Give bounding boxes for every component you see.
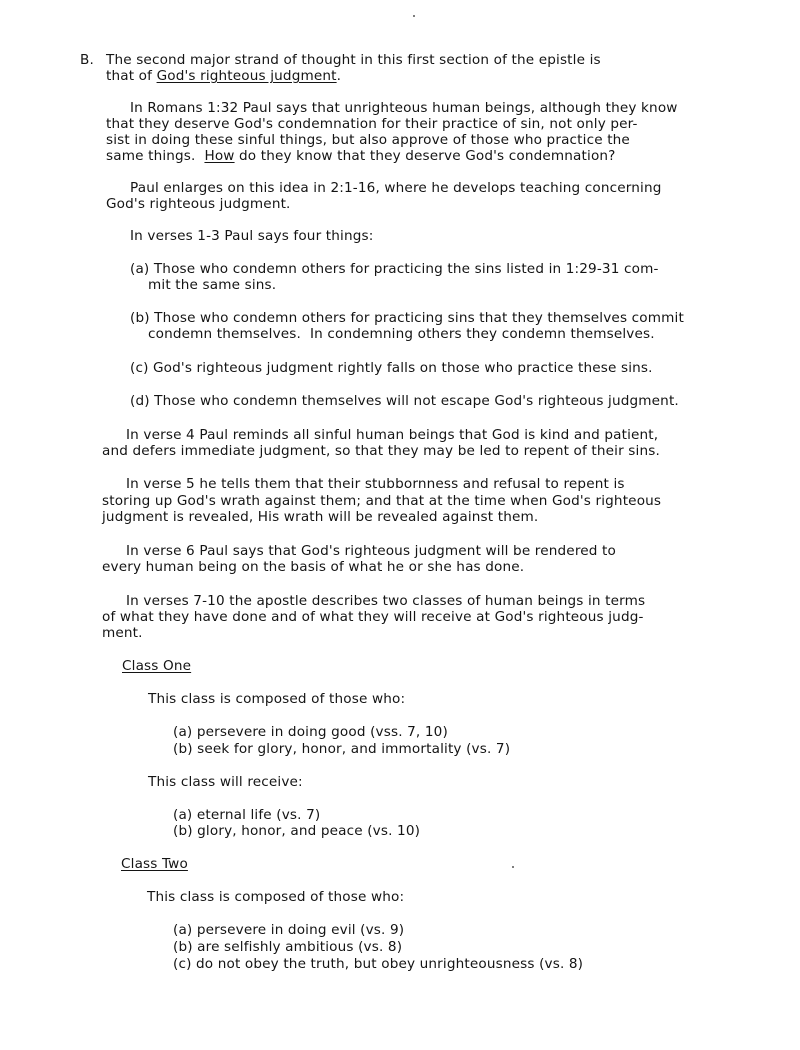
list-item-c: (c) God's righteous judgment rightly falls on those who practice these sins. [130, 360, 653, 376]
class-one-receive-item: (a) eternal life (vs. 7) [173, 807, 321, 823]
romans-para-line-1: In Romans 1:32 Paul says that unrighteous human beings, although they know [130, 100, 678, 116]
class-two-composed-item: (c) do not obey the truth, but obey unrighteousness (vs. 8) [173, 956, 584, 972]
section-marker: B. [80, 52, 94, 68]
class-two-composed-item: (b) are selfishly ambitious (vs. 8) [173, 939, 403, 955]
romans-para-line-4 [106, 148, 616, 164]
verse-6-line-1: In verse 6 Paul says that God's righteous judgment will be rendered to [126, 543, 616, 559]
verses-1-3-intro: In verses 1-3 Paul says four things: [130, 228, 374, 244]
verse-5-line-3: judgment is revealed, His wrath will be revealed against them. [102, 509, 539, 525]
scan-speck [512, 866, 514, 868]
list-item-b-line-1: (b) Those who condemn others for practicing sins that they themselves commit [130, 310, 684, 326]
list-item-a-line-2: mit the same sins. [148, 277, 277, 293]
verses-7-10-line-3: ment. [102, 625, 143, 641]
class-one-composed-intro: This class is composed of those who: [148, 691, 406, 707]
class-one-heading: Class One [122, 658, 192, 674]
class-one-receive-item: (b) glory, honor, and peace (vs. 10) [173, 823, 421, 839]
class-one-receive-intro: This class will receive: [148, 774, 303, 790]
enlarges-para-line-1: Paul enlarges on this idea in 2:1-16, where he develops teaching concerning [130, 180, 662, 196]
verse-5-line-1: In verse 5 he tells them that their stubbornness and refusal to repent is [126, 476, 625, 492]
section-b-line-2 [106, 68, 341, 84]
romans-para-line-3: sist in doing these sinful things, but also approve of those who practice the [106, 132, 630, 148]
text-span: same things. [106, 148, 205, 164]
class-two-heading: Class Two [121, 856, 188, 872]
class-one-composed-item: (a) persevere in doing good (vss. 7, 10) [173, 724, 448, 740]
enlarges-para-line-2: God's righteous judgment. [106, 196, 291, 212]
class-two-composed-item: (a) persevere in doing evil (vs. 9) [173, 922, 405, 938]
verses-7-10-line-2: of what they have done and of what they will receive at God's righteous judg- [102, 609, 644, 625]
class-two-composed-intro: This class is composed of those who: [147, 889, 405, 905]
text-span: do they know that they deserve God's condemnation? [234, 148, 616, 164]
list-item-a-line-1: (a) Those who condemn others for practicing the sins listed in 1:29-31 com- [130, 261, 659, 277]
verse-4-line-2: and defers immediate judgment, so that they may be led to repent of their sins. [102, 443, 660, 459]
verse-6-line-2: every human being on the basis of what he or she has done. [102, 559, 525, 575]
list-item-d: (d) Those who condemn themselves will not escape God's righteous judgment. [130, 393, 679, 409]
verse-5-line-2: storing up God's wrath against them; and that at the time when God's righteous [102, 493, 662, 509]
scan-speck [413, 15, 415, 17]
underlined-word: How [204, 148, 235, 164]
underlined-phrase: God's righteous judgment [156, 68, 337, 84]
text-span: that of [106, 68, 157, 84]
text-span: . [336, 68, 342, 84]
class-one-composed-item: (b) seek for glory, honor, and immortality (vs. 7) [173, 741, 511, 757]
list-item-b-line-2: condemn themselves. In condemning others they condemn themselves. [148, 326, 655, 342]
section-b-line-1: The second major strand of thought in this first section of the epistle is [106, 52, 601, 68]
verses-7-10-line-1: In verses 7-10 the apostle describes two classes of human beings in terms [126, 593, 646, 609]
verse-4-line-1: In verse 4 Paul reminds all sinful human beings that God is kind and patient, [126, 427, 659, 443]
romans-para-line-2: that they deserve God's condemnation for their practice of sin, not only per- [106, 116, 638, 132]
